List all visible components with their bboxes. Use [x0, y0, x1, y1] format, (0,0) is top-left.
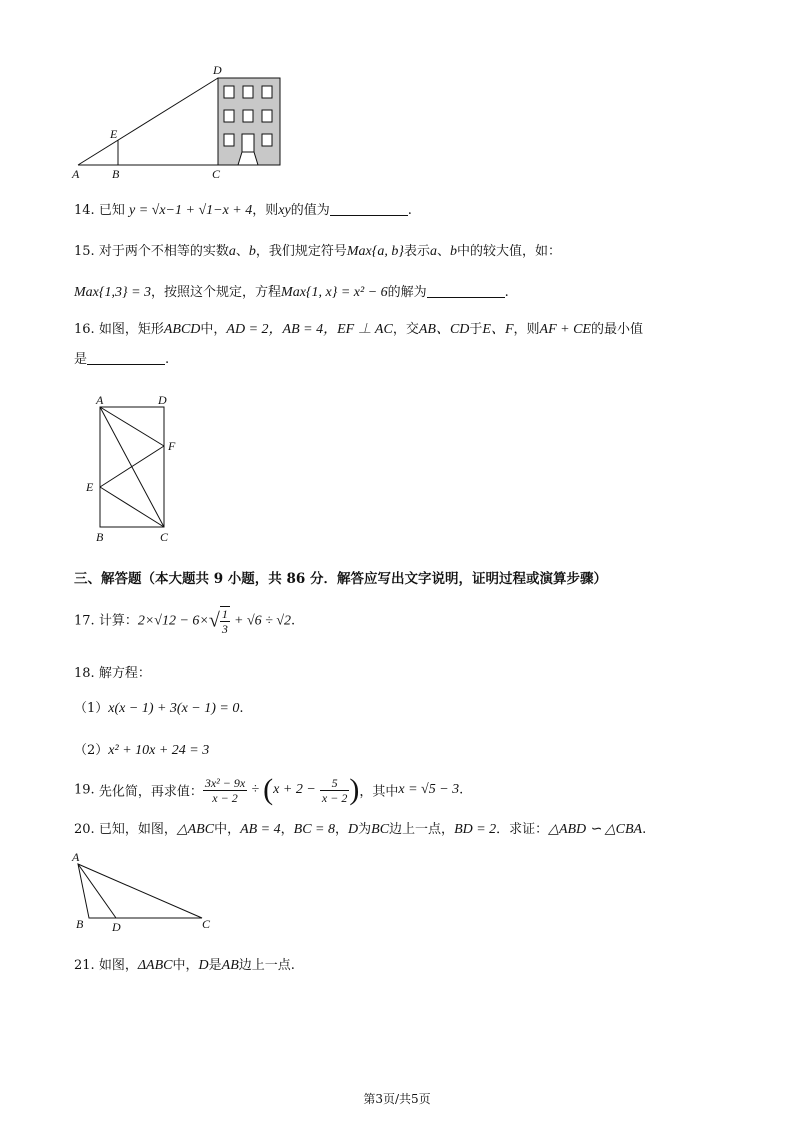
- question-19: [74, 773, 463, 807]
- question-15-line1: [74, 240, 561, 260]
- q19-f1-num: 3x² − 9x: [204, 775, 246, 790]
- q14-text-2: ，则: [252, 203, 279, 218]
- q15-text-c: 表示: [403, 244, 430, 259]
- q19-text-2: ，其中: [359, 784, 399, 800]
- label-C: C: [160, 530, 169, 544]
- q17-text: 计算：: [98, 613, 138, 629]
- q20-bc: BC = 8: [293, 822, 335, 837]
- q18-number: 18.: [74, 666, 95, 681]
- label-E: E: [110, 127, 118, 141]
- q21-text-a: 如图，: [98, 958, 138, 973]
- q16-text-c: ，交: [392, 322, 419, 337]
- q17-frac-den: 3: [221, 622, 228, 636]
- q19-text: 先化简，再求值：: [98, 784, 203, 800]
- q14-text-1: 已知: [98, 203, 125, 218]
- q20-text-a: 已知，如图，: [98, 822, 177, 837]
- q17-expr-a: 2×√12 − 6×: [137, 613, 209, 629]
- q14-end: .: [407, 203, 412, 218]
- q20-text-d: 为: [358, 822, 372, 837]
- label-D: D: [158, 393, 167, 407]
- q17-sqrt-sign: √: [208, 609, 220, 632]
- q16-text-a: 如图，矩形: [98, 322, 164, 337]
- section-3-title: 三、解答题（本大题共 9 小题，共 86 分．解答应写出文字说明，证明过程或演算步骤）: [74, 571, 607, 587]
- q17-end: .: [291, 613, 296, 629]
- q16-text-g: 是: [74, 352, 88, 367]
- q19-f2-den: x − 2: [321, 790, 348, 805]
- question-16-line1: [74, 318, 643, 338]
- q19-fraction-2: [320, 776, 349, 805]
- q16-end: .: [165, 352, 170, 367]
- q15-var-a-2: a: [429, 244, 437, 259]
- label-B: B: [112, 167, 120, 181]
- label-D: D: [213, 63, 222, 77]
- figure-building: [66, 62, 296, 184]
- q19-paren-a: x + 2 −: [273, 782, 316, 797]
- q20-end: .: [642, 822, 647, 837]
- line-EC: [100, 487, 164, 527]
- q20-claim: △ABD ∽ △CBA: [548, 822, 643, 837]
- q15-text-a: 对于两个不相等的实数: [98, 244, 229, 259]
- q21-d: D: [198, 958, 209, 973]
- figure-triangle: [70, 848, 220, 936]
- q20-comma: ，: [280, 822, 294, 837]
- q19-fraction-1: [203, 776, 247, 805]
- q15-example: Max{1,3} = 3: [74, 285, 152, 300]
- q16-abcd: ABCD: [163, 322, 201, 337]
- q15-text-e: ，按照这个规定，方程: [151, 285, 282, 300]
- question-21: [74, 954, 295, 974]
- q16-number: 16.: [74, 322, 95, 337]
- q21-text-c: 是: [208, 958, 222, 973]
- q17-expr-b: + √6 ÷ √2: [234, 613, 291, 629]
- q19-f2-num: 5: [320, 776, 349, 791]
- q18-p1-label: （1）: [74, 701, 109, 716]
- label-A: A: [72, 850, 80, 864]
- q16-answer-blank[interactable]: [87, 350, 165, 365]
- label-F: F: [168, 439, 176, 453]
- q20-text-b: 中，: [214, 822, 241, 837]
- label-C: C: [212, 167, 221, 181]
- q18-text: 解方程：: [98, 666, 151, 681]
- q14-formula: y = √x−1 + √1−x + 4: [128, 203, 253, 218]
- q15-equation: Max{1, x} = x² − 6: [281, 285, 388, 300]
- figure-rectangle: [84, 390, 184, 546]
- q19-cond: x = √5 − 3: [398, 782, 460, 797]
- q21-triangle: ΔABC: [137, 958, 173, 973]
- q15-text-b: ，我们规定符号: [255, 244, 347, 259]
- q20-bd: BD = 2: [454, 822, 497, 837]
- q14-answer-blank[interactable]: [330, 201, 408, 216]
- q17-fraction: [220, 606, 230, 636]
- question-18-part-1: [74, 697, 244, 717]
- q19-f1-den: x − 2: [212, 790, 238, 805]
- q19-paren-close: ): [349, 773, 360, 806]
- q20-number: 20.: [74, 822, 95, 837]
- q16-e-f: E、F: [482, 322, 514, 337]
- q16-text-e: ，则: [513, 322, 540, 337]
- q20-bc2: BC: [371, 822, 390, 837]
- q14-number: 14.: [74, 203, 95, 218]
- q20-text-c: ，: [335, 822, 349, 837]
- q19-paren-open: (: [263, 773, 274, 806]
- q19-div: ÷: [251, 782, 260, 797]
- q16-ab-cd: AB、CD: [418, 322, 470, 337]
- q20-ab: AB = 4: [240, 822, 281, 837]
- question-18-part-2: [74, 739, 209, 759]
- label-A: A: [96, 393, 104, 407]
- q20-text-f: ．求证：: [496, 822, 549, 837]
- q19-end: .: [459, 782, 464, 798]
- q18-p2-equation: x² + 10x + 24 = 3: [108, 743, 210, 758]
- page-footer: 第3页/共5页: [363, 1092, 431, 1106]
- q15-sep: 、: [235, 244, 249, 259]
- q15-answer-blank[interactable]: [427, 283, 505, 298]
- question-18: [74, 662, 151, 681]
- q21-text-b: 中，: [172, 958, 199, 973]
- q15-number: 15.: [74, 244, 95, 259]
- q21-text-d: 边上一点.: [238, 958, 295, 973]
- q15-text-d: 中的较大值，如：: [456, 244, 561, 259]
- q16-text-d: 于: [469, 322, 483, 337]
- building-steps: [238, 152, 258, 165]
- line-AF: [100, 407, 164, 446]
- building-door: [242, 134, 254, 152]
- q18-p2-label: （2）: [74, 743, 109, 758]
- label-B: B: [96, 530, 104, 544]
- question-14: [74, 199, 412, 219]
- line-AD: [78, 78, 218, 165]
- q18-p1-end: .: [239, 701, 244, 716]
- question-15-line2: [74, 281, 509, 301]
- q21-ab: AB: [221, 958, 239, 973]
- q15-var-b-2: b: [449, 244, 457, 259]
- q20-d: D: [348, 822, 359, 837]
- q15-max-symbol: Max{a, b}: [346, 244, 404, 259]
- q21-number: 21.: [74, 958, 95, 973]
- q15-sep-2: 、: [436, 244, 450, 259]
- question-16-line2: [74, 348, 169, 367]
- q20-triangle: △ABC: [176, 822, 215, 837]
- q17-frac-num: 1: [221, 607, 228, 621]
- label-B: B: [76, 917, 84, 931]
- q16-cond: AD = 2，AB = 4，EF ⊥ AC: [226, 322, 393, 337]
- q17-number: 17.: [74, 613, 95, 629]
- q15-text-f: 的解为: [387, 285, 427, 300]
- label-D: D: [112, 920, 121, 934]
- label-C: C: [202, 917, 211, 931]
- label-E: E: [86, 480, 94, 494]
- q19-number: 19.: [74, 782, 95, 798]
- q16-sum: AF + CE: [539, 322, 591, 337]
- q18-p1-equation: x(x − 1) + 3(x − 1) = 0: [108, 701, 240, 716]
- q16-text-b: 中，: [200, 322, 227, 337]
- q16-text-f: 的最小值: [591, 322, 644, 337]
- q14-xy: xy: [278, 203, 291, 218]
- q15-var-a: a: [228, 244, 236, 259]
- line-EF: [100, 446, 164, 487]
- q15-end: .: [504, 285, 509, 300]
- q14-text-3: 的值为: [290, 203, 330, 218]
- label-A: A: [72, 167, 80, 181]
- q15-var-b: b: [248, 244, 256, 259]
- q20-text-e: 边上一点，: [389, 822, 455, 837]
- question-20: [74, 818, 646, 838]
- question-17: [74, 606, 295, 636]
